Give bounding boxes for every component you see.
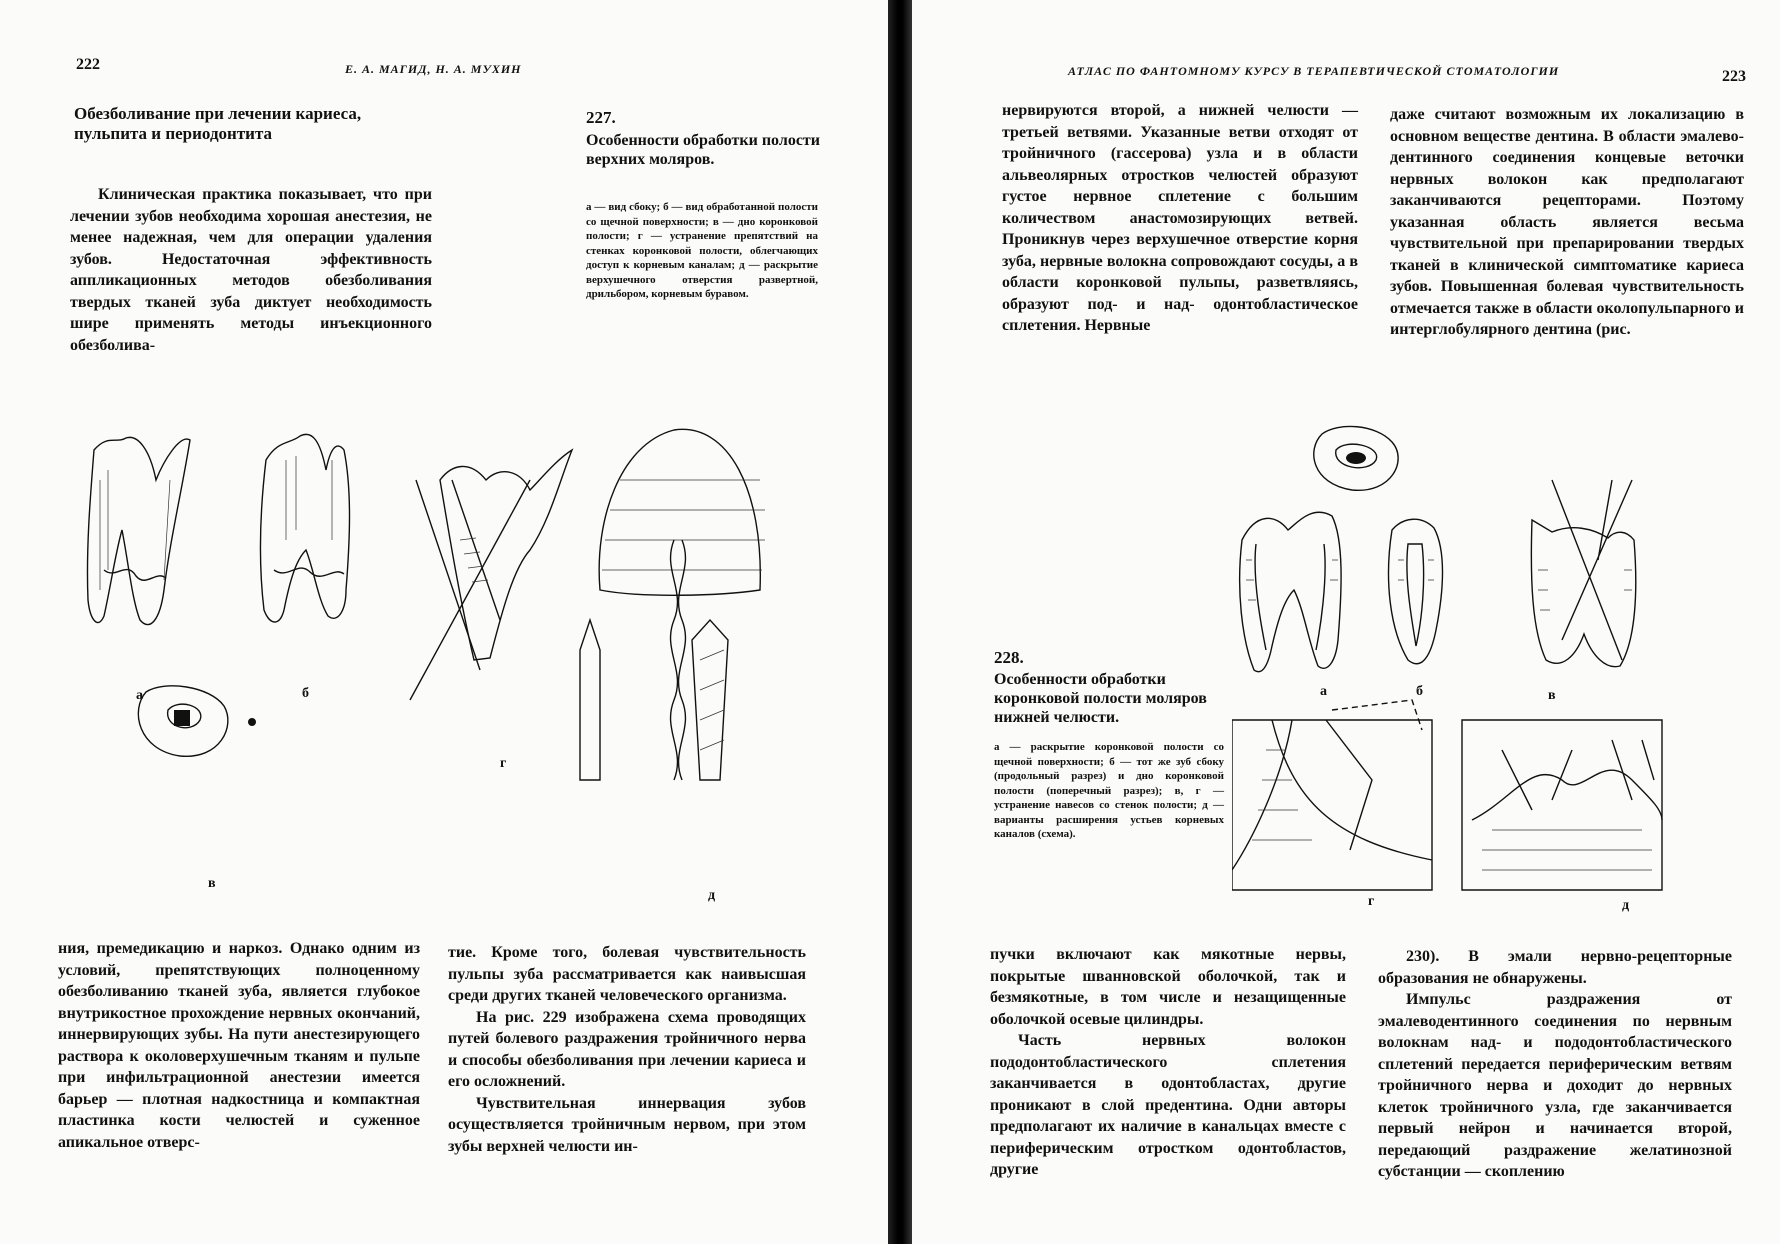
running-head: АТЛАС ПО ФАНТОМНОМУ КУРСУ В ТЕРАПЕВТИЧЕСКОЙ СТОМАТОЛОГИИ — [1068, 64, 1560, 78]
page-number: 222 — [76, 56, 100, 73]
figure-label-b: б — [302, 686, 309, 701]
page-number: 223 — [1722, 68, 1746, 85]
bottom-column-2 — [1378, 946, 1732, 1183]
bottom-column-1 — [990, 944, 1346, 1181]
figure-caption: а — вид сбоку; б — вид обработанной полости со щечной поверхности; в — дно коронковой полости; г — устранение препятствий на стенках коронковой полости, облегчающих доступ к корневым каналам; д — раскрытие верхушечного отверстия развертной, дрильбором, корневым буравом. — [586, 201, 818, 300]
figure-227-drawings — [60, 420, 840, 900]
running-head: Е. А. МАГИД, Н. А. МУХИН — [345, 62, 522, 76]
occlusal-view-illustration — [1314, 426, 1398, 490]
tooth-d-illustration — [580, 429, 765, 780]
book-spine — [888, 0, 912, 1244]
figure-title: Особенности обработки коронковой полости моляров нижней челюсти. — [994, 671, 1207, 726]
tooth-a-illustration — [87, 437, 190, 624]
figure-number: 227. — [586, 108, 616, 127]
figure-label-g: г — [1368, 894, 1375, 909]
bottom-column-2-paragraph-2: Импульс раздражения от эмалеводентинного соединения по нервным волокнам над- и пододонтобластического сплетений передается периферическим ветвям тройничного нерва и доходит до нервных клеток тройничного узла, где заканчивается первый нейрон и начинается второй, передающий раздражение желатинозной субстанции — скоплению — [1378, 991, 1732, 1180]
figure-228-drawings — [1232, 420, 1772, 920]
tooth-b-illustration — [260, 434, 349, 622]
tooth-b-illustration — [1389, 519, 1443, 664]
tooth-g-illustration — [1232, 700, 1432, 890]
figure-label-b: б — [1416, 684, 1423, 699]
bottom-column-2-paragraph-1: 230). В эмали нервно-рецепторные образования не обнаружены. — [1378, 948, 1732, 987]
top-column-1-paragraph: нервируются второй, а нижней челюсти — третьей ветвями. Указанные ветви отходят от тройничного (гассерова) узла и в области альвеолярных отростков челюстей образуют густое нервное сплетение с большим количеством анастомозирующих ветвей. Проникнув через верхушечное отверстие корня зуба, нервные волокна сопровождают сосуды, а в области коронковой пульпы, разветвляясь, образуют под- и над- одонтобластическое сплетения. Нервные — [1002, 102, 1358, 334]
intro-text — [70, 184, 432, 356]
figure-caption: а — раскрытие коронковой полости со щечной поверхности; б — тот же зуб сбоку (продольный разрез) и дно коронковой полости (поперечный разрез); в, г — устранение навесов со стенок полости; д — варианты расширения устьев корневых каналов (схема). — [994, 741, 1224, 840]
figure-label-g: г — [500, 756, 507, 771]
intro-paragraph: Клиническая практика показывает, что при лечении зубов необходима хорошая анестезия, не менее надежная, чем для операции удаления зубов. Недостаточная эффективность аппликационных методов обезболивания твердых тканей зуба диктует необходимость шире применять методы инъекционного обезболива- — [70, 186, 432, 354]
figure-number: 228. — [994, 648, 1024, 667]
section-heading: Обезболивание при лечении кариеса, пульпита и периодонтита — [74, 104, 362, 143]
tooth-d-illustration — [1462, 720, 1662, 890]
top-column-2 — [1390, 104, 1744, 341]
column-1-paragraph: ния, премедикацию и наркоз. Однако одним из условий, препятствующих полноценному обезболиванию тканей зуба, является глубокое внутрикостное прохождение нервных окончаний, иннервирующих зубы. На пути анестезирующего раствора к околоверхушечным тканям и пульпе при инфильтрационной анестезии имеется барьер — плотная надкостница и компактная пластинка кости челюстей и суженное апикальное отверс- — [58, 940, 420, 1151]
left-page — [0, 0, 888, 1244]
figure-label-v: в — [1548, 688, 1556, 703]
figure-label-a: а — [1320, 684, 1327, 699]
top-column-2-paragraph: даже считают возможным их локализацию в основном веществе дентина. В области эмалево-дентинного соединения концевые веточки нервных волокон как предполагают заканчиваются рецепторами. Поэтому указанная область является весьма чувствительной при препарировании твердых тканей в клинической симптоматике кариеса зубов. Повышенная болевая чувствительность отмечается также в области околопульпарного и интерглобулярного дентина (рис. — [1390, 106, 1744, 338]
column-2-paragraph-2: На рис. 229 изображена схема проводящих путей болевого раздражения тройничного нерва и способы обезболивания при лечении кариеса и его осложнений. — [448, 1008, 806, 1090]
figure-label-d: д — [1622, 898, 1630, 913]
bottom-column-1-paragraph-1: пучки включают как мякотные нервы, покрытые шванновской оболочкой, так и безмякотные, в том числе и незащищенные оболочкой осевые цилиндры. — [990, 946, 1346, 1028]
column-2 — [448, 942, 806, 1157]
bottom-column-1-paragraph-2: Часть нервных волокон пододонтобластического сплетения заканчивается в одонтобластах, другие проникают в слой предентина. Одни авторы предполагают их наличие в канальцах вместе с периферическим отростком одонтобластов, другие — [990, 1032, 1346, 1178]
figure-label-d: д — [708, 888, 716, 903]
tooth-v-illustration — [1531, 480, 1635, 667]
column-1 — [58, 938, 420, 1153]
figure-label-a: а — [136, 688, 143, 703]
top-column-1 — [1002, 100, 1358, 337]
tooth-a-illustration — [1240, 512, 1341, 671]
column-2-paragraph-3: Чувствительная иннервация зубов осуществляется тройничным нервом, при этом зубы верхней челюсти ин- — [448, 1094, 806, 1155]
tooth-v-illustration — [138, 686, 256, 756]
tooth-g-illustration — [410, 450, 572, 700]
right-page — [912, 0, 1780, 1244]
column-2-paragraph-1: тие. Кроме того, болевая чувствительность пульпы зуба рассматривается как наивысшая среди других тканей человеческого организма. — [448, 944, 806, 1004]
figure-label-v: в — [208, 876, 216, 891]
figure-title: Особенности обработки полости верхних моляров. — [586, 132, 820, 168]
